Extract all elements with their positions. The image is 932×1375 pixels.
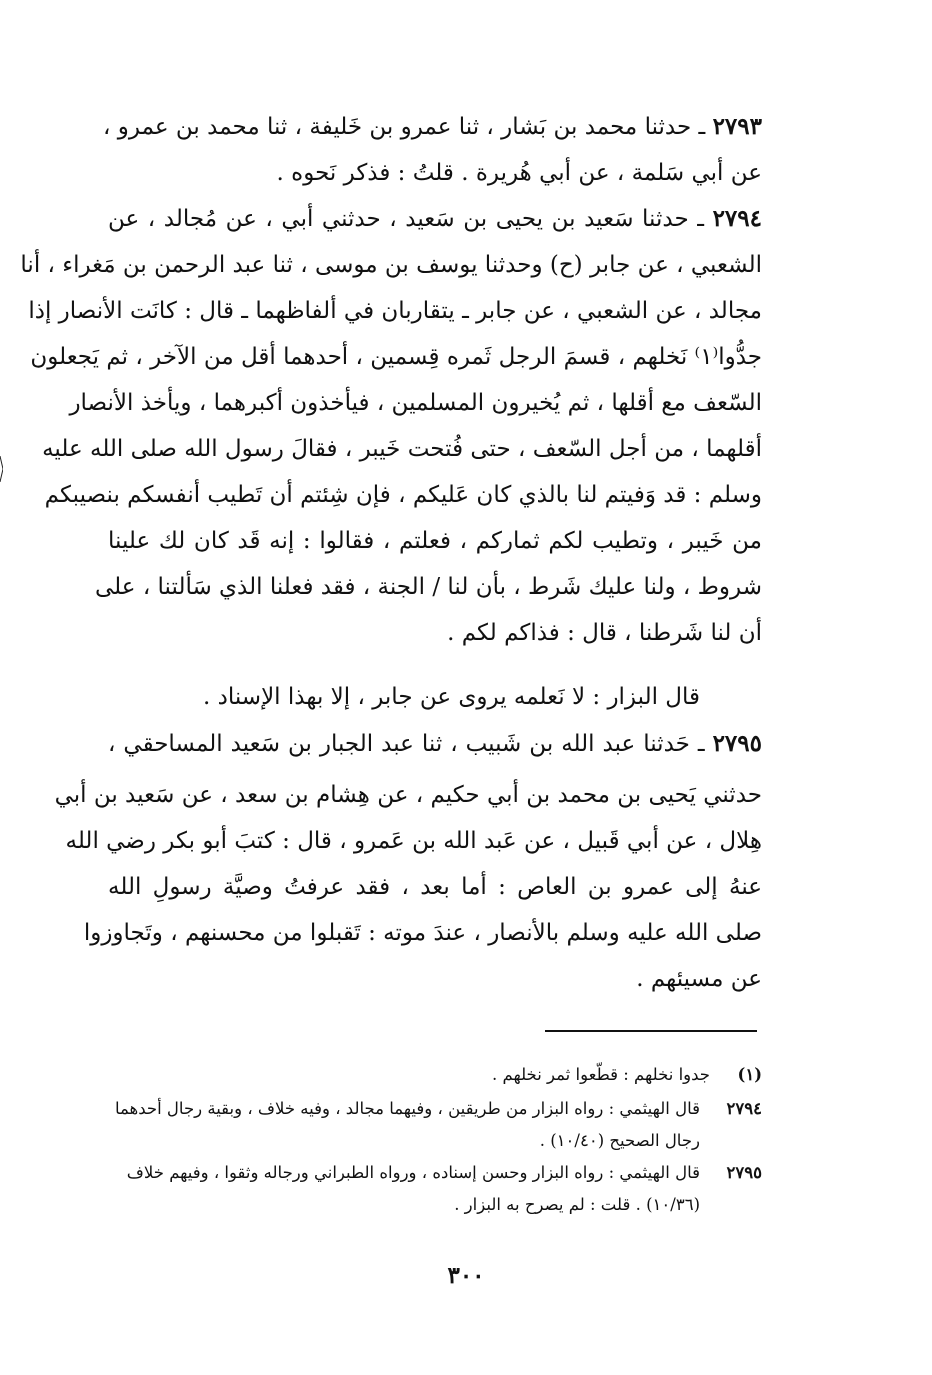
line-text: قال البزار : لا نَعلمه يروى عن جابر ، إلا بهذا الإسناد . [202, 684, 700, 710]
hadith-2795-line-1 [108, 727, 762, 761]
hadith-2794-line-2 [20, 248, 762, 282]
footnote-text: قال الهيثمي : رواه البزار من طريقين ، وفيهما مجالد ، وفيه خلاف ، وبقية رجال أحدهما [114, 1099, 700, 1118]
footnote-text: (١٠/٣٦) . قلت : لم يصرح به البزار . [454, 1195, 700, 1214]
hadith-number: ٢٧٩٣ [712, 113, 762, 140]
hadith-2794-line-1 [108, 202, 762, 236]
hadith-number: ٢٧٩٥ [712, 730, 762, 757]
hadith-2794-line-4 [30, 340, 762, 374]
footnote-text: قال الهيثمي : رواه البزار وحسن إسناده ، ورواه الطبراني ورجاله وثقوا ، وفيهم خلاف [126, 1163, 700, 1182]
hadith-2795-line-5 [83, 916, 762, 950]
footnote-ref: (١) [737, 1065, 762, 1084]
hadith-2794-line-6 [42, 432, 762, 466]
footnote-text: جدوا نخلهم : قطّعوا ثمر نخلهم . [492, 1065, 710, 1084]
footnote-2794-line-2 [108, 1128, 762, 1154]
hadith-2794-line-7 [44, 478, 762, 512]
hadith-2793-line-2 [108, 156, 762, 190]
footnote-ref: ٢٧٩٥ [726, 1163, 762, 1182]
line-text: السّعف مع أقلها ، ثم يُخيرون المسلمين ، فيأخذون أكبرهما ، ويأخذ الأنصار [69, 390, 762, 416]
footnote-2795-line-2 [108, 1192, 762, 1218]
line-text: وسلم : قد وَفيتم لنا بالذي كان عَليكم ، فإن شِئتم أن تَطيب أنفسكم بنصيبكم [44, 482, 762, 508]
hadith-number: ٢٧٩٤ [712, 205, 762, 232]
line-text: من خَيبر ، وتطيب لكم ثماركم ، فعلتم ، فقالوا : إنه قَد كان لك علينا [108, 528, 762, 554]
line-text: شروط ، ولنا عليك شَرط ، بأن لنا / الجنة ، فقد فعلنا الذي سَألتنا ، على [95, 574, 762, 600]
line-text: ـ حدثنا محمد بن بَشار ، ثنا عمرو بن خَليفة ، ثنا محمد بن عمرو ، [103, 114, 713, 140]
line-text: هِلال ، عن أبي قَبيل ، عن عَبد الله بن عَمرو ، قال : كتبَ أبو بكر رضي الله [65, 828, 762, 854]
hadith-2794-line-5 [69, 386, 762, 420]
footnote-2794-line-1 [108, 1096, 762, 1122]
hadith-2795-line-6 [108, 962, 762, 996]
footnote-separator [545, 1030, 757, 1032]
line-text: عنهُ إلى عمرو بن العاص : أما بعد ، فقد عرفتُ وصيَّة رسولِ الله [108, 874, 762, 900]
line-text: أقلهما ، من أجل السّعف ، حتى فُتحت خَيبر ، فقالَ رسول الله صلى الله عليه [42, 436, 762, 462]
line-text: الشعبي ، عن جابر (ح) وحدثنا يوسف بن موسى ، ثنا عبد الرحمن بن مَغراء ، أنا [20, 252, 762, 278]
hadith-2794-line-8 [108, 524, 762, 558]
hadith-2794-line-3 [28, 294, 762, 328]
line-text: جدُّوا⁽١⁾ نَخلهم ، قسمَ الرجل ثَمره قِسمين ، أحدهما أقل من الآخر ، ثم يَجعلون [30, 344, 762, 370]
edge-mark [0, 456, 3, 482]
hadith-2794-line-10 [108, 616, 762, 650]
footnote-text: رجال الصحيح (١٠/٤٠) . [539, 1131, 700, 1150]
footnote-2795-line-1 [108, 1160, 762, 1186]
line-text: صلى الله عليه وسلم بالأنصار ، عندَ موته : تَقبلوا من محسنهم ، وتَجاوزوا [83, 920, 762, 946]
bazzar-comment [108, 680, 762, 714]
page-number: ٣٠٠ [447, 1262, 485, 1289]
line-text: عن أبي سَلمة ، عن أبي هُريرة . قلتُ : فذكر نَحوه . [276, 160, 762, 186]
hadith-2794-line-9 [95, 570, 762, 604]
hadith-2795-line-4 [108, 870, 762, 904]
hadith-2795-line-3 [65, 824, 762, 858]
line-text: حدثني يَحيى بن محمد بن أبي حكيم ، عن هِشام بن سعد ، عن سَعيد بن أبي [54, 782, 762, 808]
line-text: ـ حدثنا سَعيد بن يحيى بن سَعيد ، حدثني أبي ، عن مُجالد ، عن [108, 206, 713, 232]
line-text: أن لنا شَرطنا ، قال : فذاكم لكم . [447, 620, 762, 646]
hadith-2795-line-2 [54, 778, 762, 812]
line-text: عن مسيئهم . [636, 966, 762, 992]
line-text: ـ حَدثنا عبد الله بن شَبيب ، ثنا عبد الجبار بن سَعيد المساحقي ، [108, 731, 713, 757]
line-text: مجالد ، عن الشعبي ، عن جابر ـ يتقاربان في ألفاظهما ـ قال : كانَت الأنصار إذا [28, 298, 762, 324]
footnote-1 [162, 1062, 762, 1088]
hadith-2793-line-1 [103, 110, 762, 144]
footnote-ref: ٢٧٩٤ [726, 1099, 762, 1118]
